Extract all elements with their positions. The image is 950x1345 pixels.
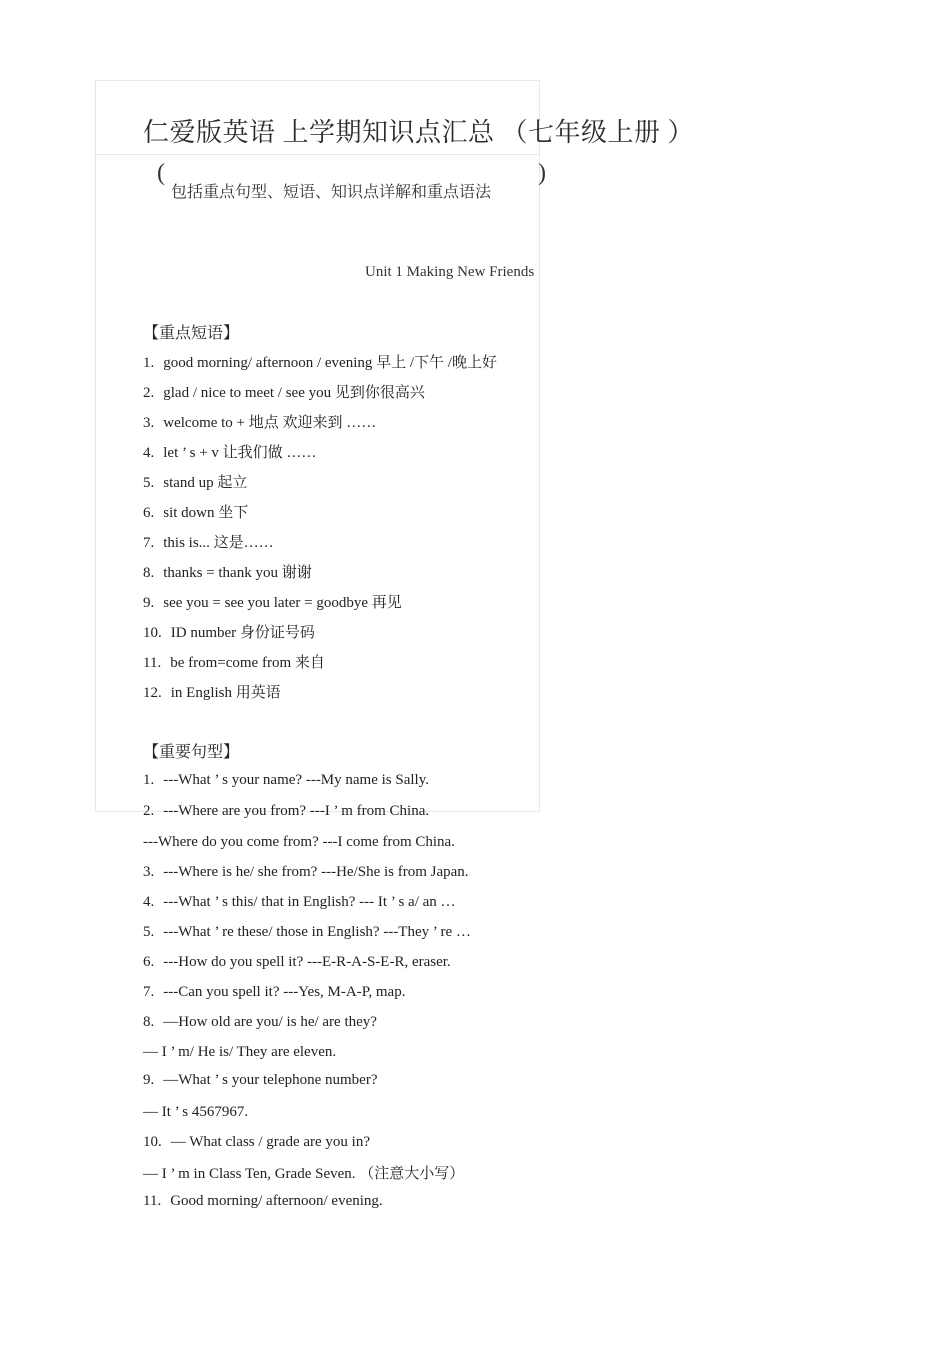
phrase-item-number: 7. [143,535,155,551]
phrase-item-text: in English 用英语 [170,685,281,701]
sentence-item [143,803,429,820]
sentence-item-number: 7. [143,984,155,1000]
phrase-item-number: 1. [143,355,155,371]
phrase-item [143,381,425,402]
sentence-item [143,984,405,1001]
sentence-item-text: — What class / grade are you in? [170,1134,370,1150]
sentence-item-text: — I ’ m/ He is/ They are eleven. [143,1044,337,1060]
sentence-item [143,1162,464,1183]
phrase-item-number: 5. [143,475,155,491]
sentence-item-number: 9. [143,1072,155,1088]
sentence-item-text: ---Can you spell it? ---Yes, M-A-P, map. [163,984,406,1000]
subtitle-open-paren: ( [157,160,165,186]
phrase-item [143,411,376,432]
sentences-heading: 【重要句型】 [143,744,240,761]
sentence-item [143,772,429,789]
sentence-item-text: Good morning/ afternoon/ evening. [170,1193,383,1209]
sentence-item [143,894,456,911]
sentence-item-number: 8. [143,1014,155,1030]
sentence-item [143,1072,377,1089]
sentence-item [143,834,455,851]
sentence-item-text: —How old are you/ is he/ are they? [163,1014,377,1030]
phrase-item [143,531,274,552]
sentence-item-number: 1. [143,772,155,788]
phrase-item-text: ID number 身份证号码 [170,625,315,641]
sentence-item-number: 11. [143,1193,162,1209]
phrase-item-text: welcome to + 地点 欢迎来到 …… [163,415,377,431]
sentence-item [143,1014,377,1031]
sentence-item [143,1193,383,1210]
sentence-item-number: 5. [143,924,155,940]
phrase-item-number: 3. [143,415,155,431]
frame-divider [95,154,540,155]
sentence-item-text: ---What ’ s this/ that in English? --- It ’ s a/ an … [163,894,456,910]
phrase-item [143,441,316,462]
phrase-item-number: 6. [143,505,155,521]
sentence-item-text: — It ’ s 4567967. [143,1104,249,1120]
sentence-item [143,1104,248,1121]
phrase-item [143,501,248,522]
sentence-item [143,864,469,881]
sentence-item-text: ---Where do you come from? ---I come from China. [143,834,455,850]
phrase-item-text: see you = see you later = goodbye 再见 [163,595,402,611]
phrase-item-number: 4. [143,445,155,461]
phrase-item-text: thanks = thank you 谢谢 [163,565,312,581]
phrase-item-number: 8. [143,565,155,581]
subtitle-close-paren: ) [538,160,546,186]
sentence-item-text: ---Where are you from? ---I ’ m from China. [163,803,430,819]
phrase-item-text: let ’ s + v 让我们做 …… [163,445,317,461]
phrase-item [143,351,497,372]
phrase-item-text: stand up 起立 [163,475,248,491]
sentence-item-text: —What ’ s your telephone number? [163,1072,378,1088]
phrase-item-text: good morning/ afternoon / evening 早上 /下午 /晚上好 [163,355,497,371]
sentence-item [143,924,471,941]
sentence-item-text: ---How do you spell it? ---E-R-A-S-E-R, eraser. [163,954,451,970]
sentence-item [143,1044,336,1061]
phrase-item-text: this is... 这是…… [163,535,274,551]
sentence-item-number: 2. [143,803,155,819]
unit-title: Unit 1 Making New Friends [365,264,535,280]
phrase-item-number: 2. [143,385,155,401]
phrase-item [143,681,281,702]
sentence-item-number: 4. [143,894,155,910]
phrase-item-number: 11. [143,655,162,671]
sentence-item-number: 6. [143,954,155,970]
phrase-item-text: be from=come from 来自 [170,655,325,671]
document-subtitle: 包括重点句型、短语、知识点详解和重点语法 [171,184,492,201]
phrase-item-text: sit down 坐下 [163,505,249,521]
sentence-item [143,1134,370,1151]
sentence-item-text: ---What ’ re these/ those in English? ---They ’ re … [163,924,471,940]
sentence-item-text: ---Where is he/ she from? ---He/She is from Japan. [163,864,469,880]
sentence-item-number: 10. [143,1134,162,1150]
sentence-item [143,954,451,971]
sentence-item-number: 3. [143,864,155,880]
sentence-item-text: ---What ’ s your name? ---My name is Sally. [163,772,429,788]
sentence-item-text: — I ’ m in Class Ten, Grade Seven. （注意大小写） [143,1166,465,1182]
document-title: 仁爱版英语 上学期知识点汇总 （七年级上册 ） [143,118,695,147]
phrase-item-text: glad / nice to meet / see you 见到你很高兴 [163,385,425,401]
phrases-heading: 【重点短语】 [143,325,240,342]
phrase-item-number: 12. [143,685,162,701]
phrase-item-number: 9. [143,595,155,611]
phrase-item-number: 10. [143,625,162,641]
phrase-item [143,621,315,642]
phrase-item [143,591,402,612]
phrase-item [143,561,312,582]
phrase-item [143,651,325,672]
phrase-item [143,471,247,492]
